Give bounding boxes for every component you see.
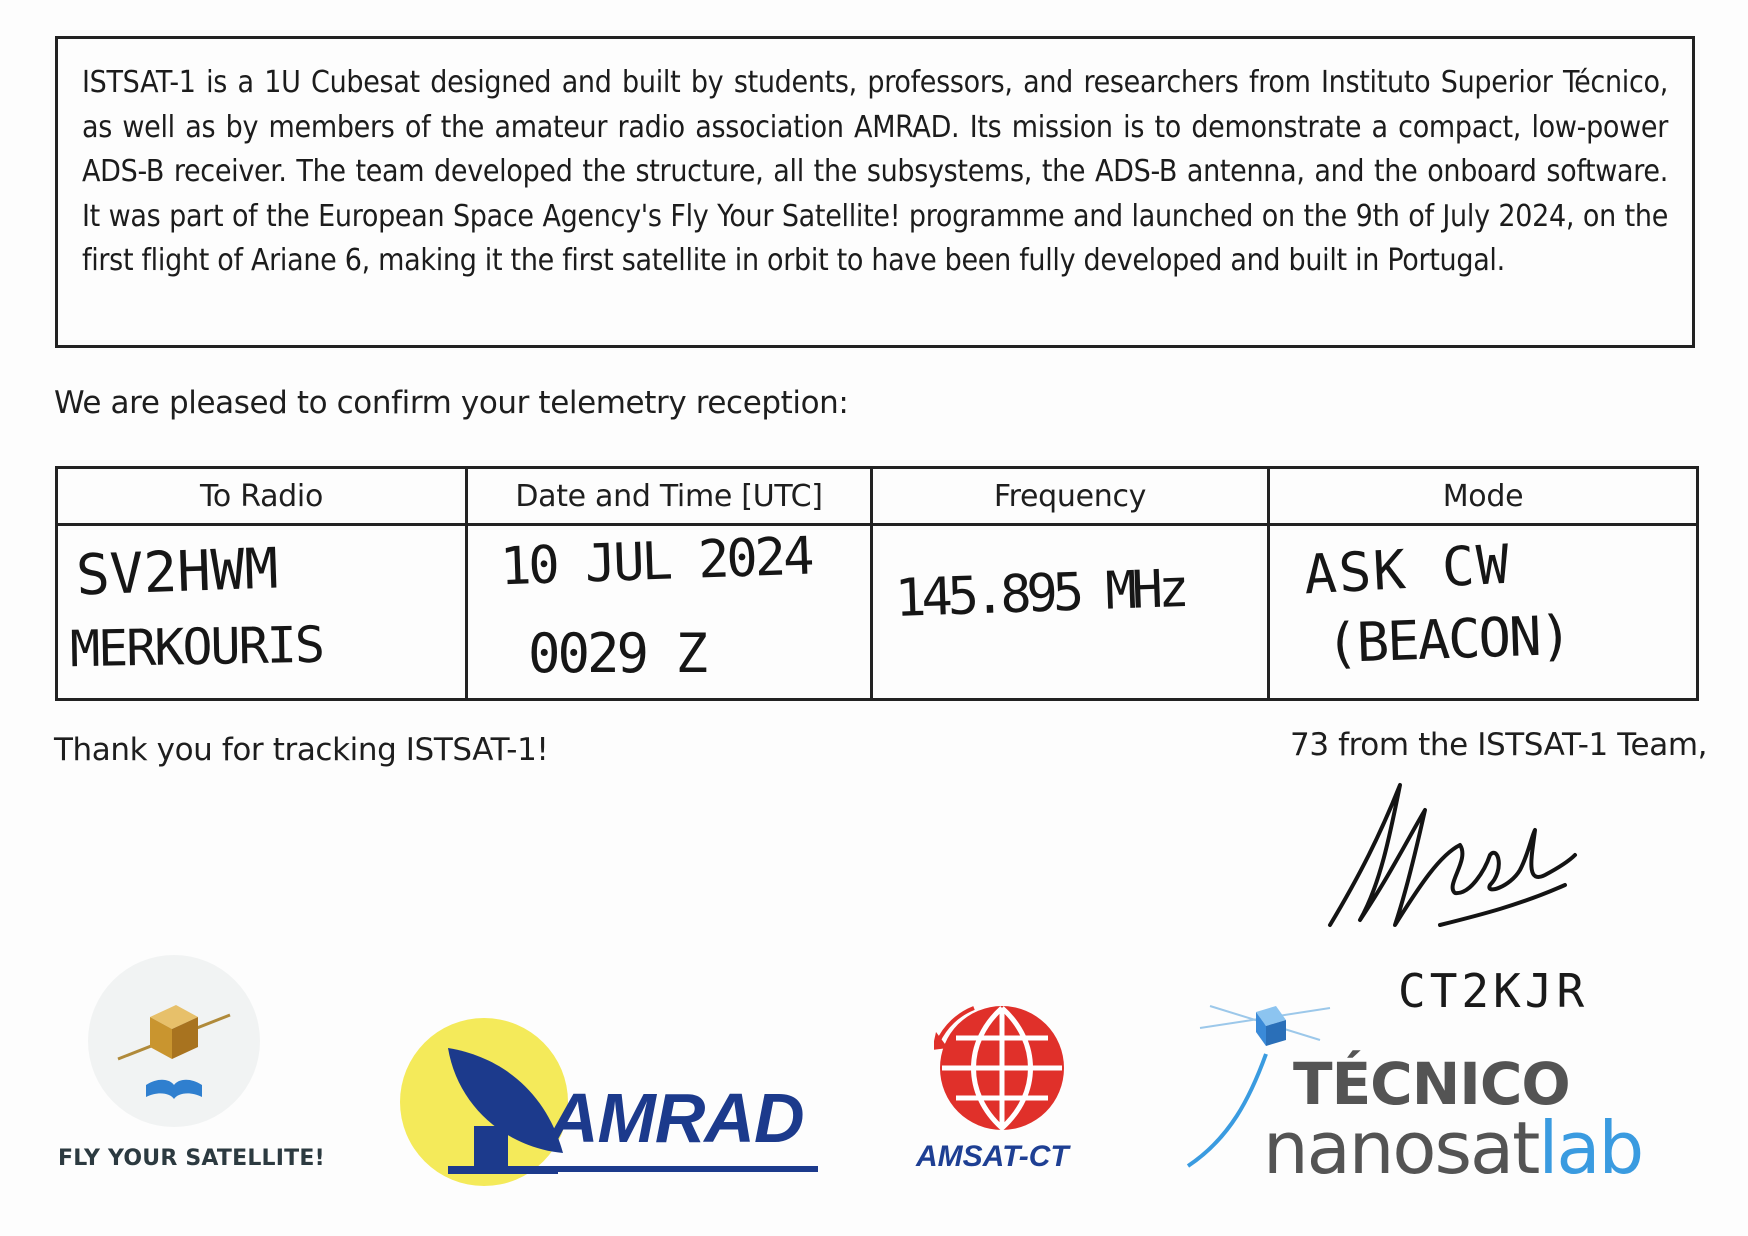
cell-frequency [872, 525, 1269, 700]
amsat-logo-text: AMSAT-CT [916, 1140, 1069, 1173]
mission-description-text: ISTSAT-1 is a 1U Cubesat designed and built by students, professors, and researchers from Instituto Superior Técnico, as well as by members of the amateur radio association AMRAD. Its mission is to demonstrate a compact, low-power ADS-B receiver. The team developed the structure, all the subsystems, the ADS-B antenna, and the onboard software. It was part of the European Space Agency's Fly Your Satellite! programme and launched on the 9th of July 2024, on the first flight of Ariane 6, making it the first satellite in orbit to have been fully developed and built in Portugal. [82, 65, 1668, 278]
mission-description-box [55, 36, 1695, 348]
table-row [57, 525, 1698, 700]
lab-text: lab [1538, 1106, 1643, 1190]
telemetry-table [55, 466, 1699, 701]
amrad-logo-text: AMRAD [548, 1079, 804, 1157]
signer-callsign: CT2KJR [1398, 964, 1589, 1018]
operator-name: MERKOURIS [69, 615, 324, 679]
header-to-radio: To Radio [57, 468, 467, 525]
table-header-row [57, 468, 1698, 525]
nanosat-text: nanosat [1263, 1106, 1539, 1190]
reception-date: 10 JUL 2024 [499, 526, 813, 598]
radio-callsign: SV2HWM [74, 536, 280, 609]
mode-detail: (BEACON) [1324, 603, 1572, 676]
team-signoff-text: 73 from the ISTSAT-1 Team, [1290, 727, 1708, 763]
cubesat-icon [88, 955, 260, 1127]
nanosatlab-logo-text [1263, 1106, 1643, 1190]
reception-time: 0029 Z [528, 622, 706, 685]
cell-mode [1269, 525, 1698, 700]
confirmation-statement: We are pleased to confirm your telemetry reception: [54, 385, 849, 421]
fly-your-satellite-logo [88, 955, 260, 1127]
header-mode: Mode [1269, 468, 1698, 525]
reception-frequency: 145.895 MHz [894, 558, 1186, 630]
handwritten-signature [1320, 775, 1580, 945]
thank-you-text: Thank you for tracking ISTSAT-1! [54, 732, 549, 768]
fly-your-satellite-label: FLY YOUR SATELLITE! [58, 1146, 325, 1171]
header-frequency: Frequency [872, 468, 1269, 525]
mode-type: ASK CW [1302, 532, 1513, 607]
cell-date-time [467, 525, 872, 700]
tecnico-logo-text: TÉCNICO [1293, 1050, 1570, 1118]
amsat-globe-icon [934, 1002, 1068, 1136]
cell-to-radio [57, 525, 467, 700]
header-date-time: Date and Time [UTC] [467, 468, 872, 525]
